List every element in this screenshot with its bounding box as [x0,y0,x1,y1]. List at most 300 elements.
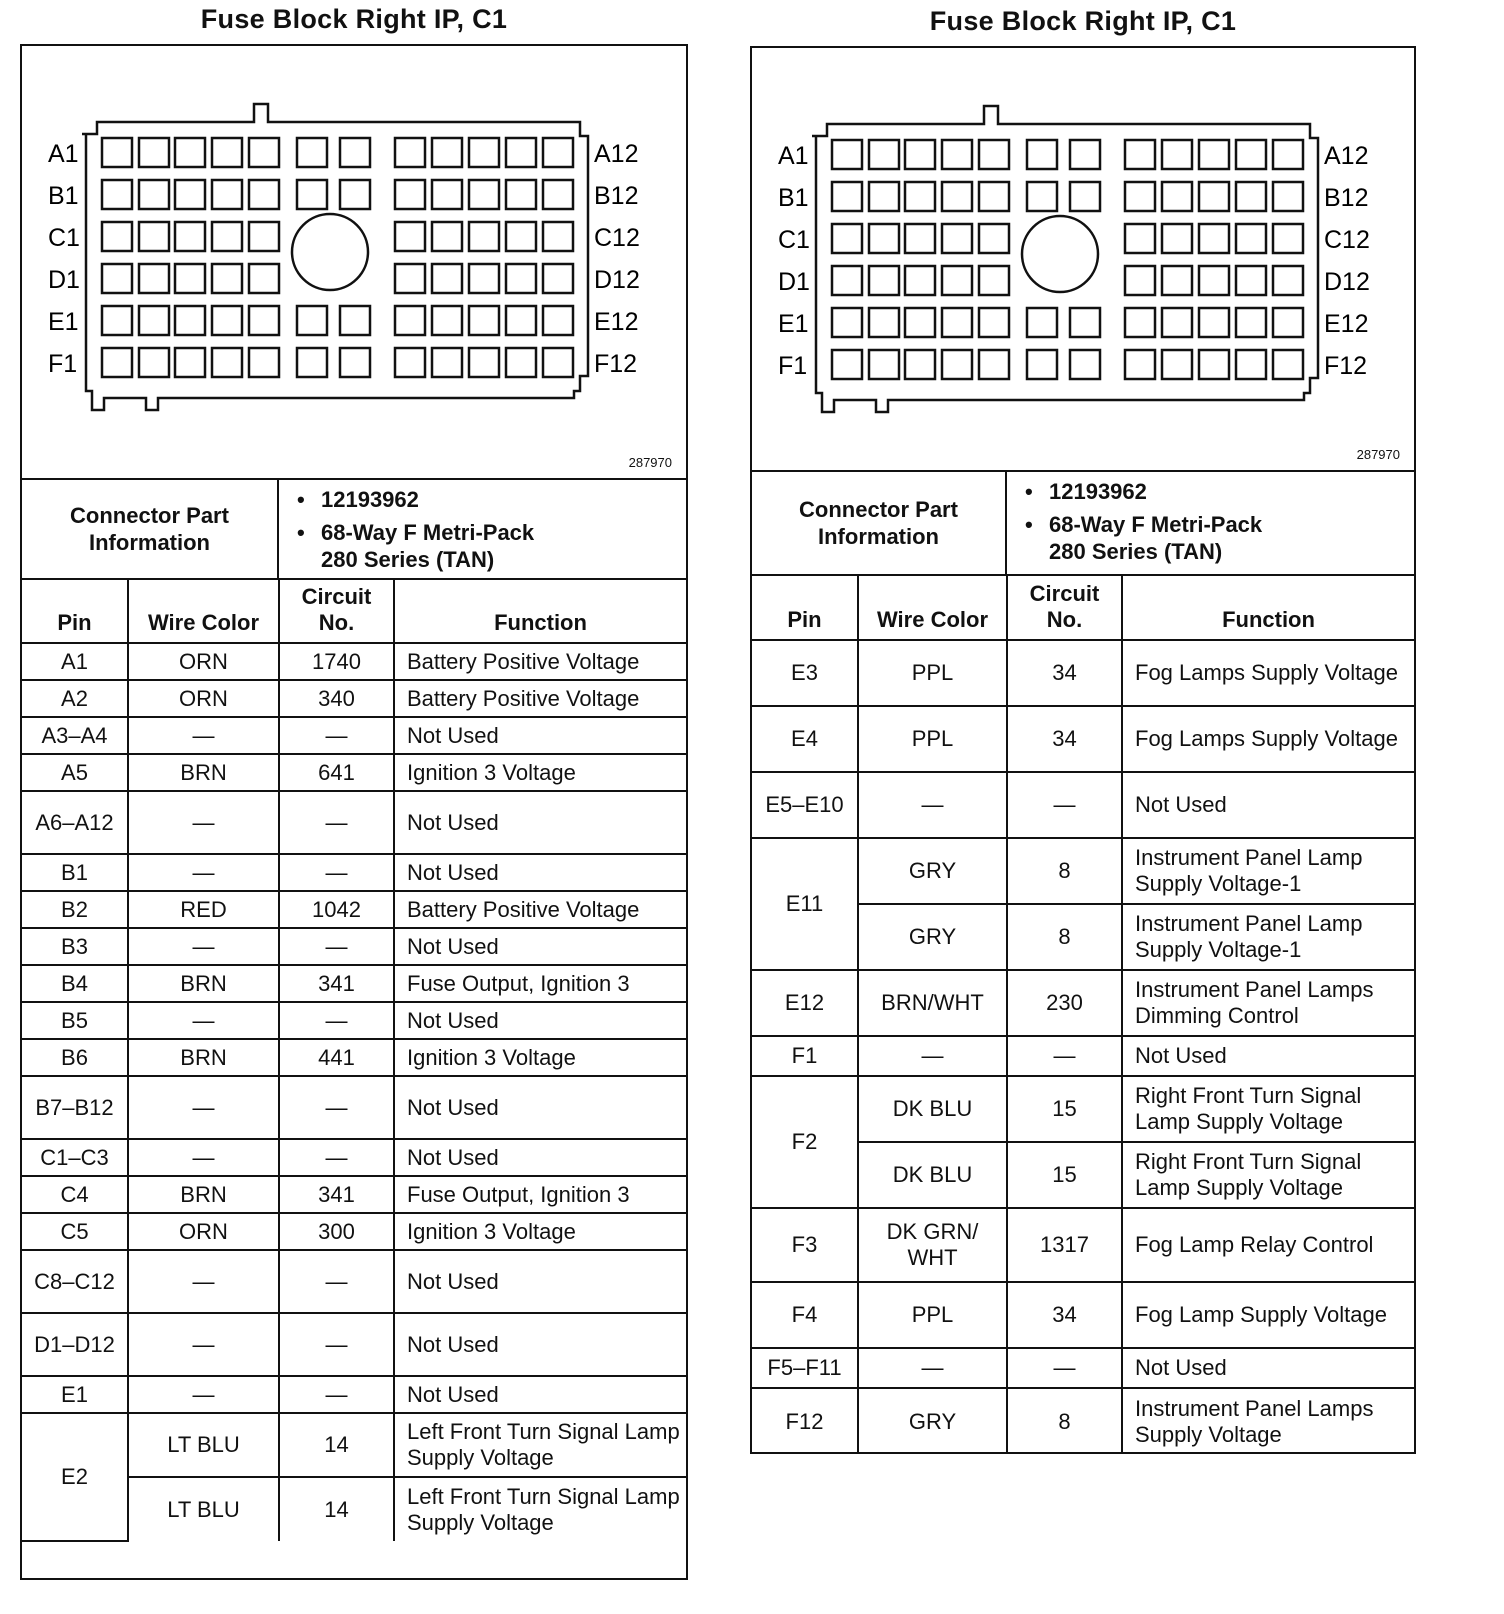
row-label-left: F1 [48,350,78,378]
pin-cell: E12 [752,970,858,1036]
circuit-header: Circuit No. [1007,576,1122,640]
row-label-left: A1 [778,142,809,170]
pin-cavity [340,306,370,335]
pin-cavity [432,180,462,209]
function-cell: Not Used [394,928,686,965]
connector-face-drawing [22,46,685,478]
function-cell: Battery Positive Voltage [394,680,686,717]
table-row [22,1039,686,1076]
pin-cavity [297,180,327,209]
row-label-right: F12 [594,350,638,378]
wire-color-cell: DK BLU [858,1142,1007,1208]
pin-cavity [1070,350,1100,379]
pin-cavity [1027,182,1057,211]
circuit-cell: 8 [1007,838,1122,904]
table-row [752,706,1414,772]
pin-cavity [469,306,499,335]
pin-cavity [1125,350,1155,379]
connector-part-list [279,480,686,578]
pin-cavity [506,264,536,293]
table-row [752,640,1414,706]
pin-cavity [1273,224,1303,253]
pin-cavity [249,180,279,209]
pin-cell: C5 [22,1213,128,1250]
connector-outline [82,104,588,410]
pin-cavity [102,138,132,167]
function-cell: Not Used [394,1002,686,1039]
row-label-right: A12 [1324,142,1369,170]
function-cell: Ignition 3 Voltage [394,754,686,791]
connector-card [20,44,688,1580]
circuit-cell: — [1007,1036,1122,1076]
pin-cavity [832,140,862,169]
pin-cavity [1273,182,1303,211]
circuit-cell: 441 [279,1039,394,1076]
pin-cavity [139,348,169,377]
function-cell: Ignition 3 Voltage [394,1039,686,1076]
pin-cavity [212,264,242,293]
pin-cavity [979,224,1009,253]
circuit-cell: 1042 [279,891,394,928]
function-header: Function [1122,576,1414,640]
pin-cavity [1125,224,1155,253]
wire-color-cell: GRY [858,904,1007,970]
pin-cavity [102,348,132,377]
wire-color-cell: BRN/WHT [858,970,1007,1036]
pin-cavity [942,224,972,253]
pin-cavity [175,306,205,335]
pin-cell: B4 [22,965,128,1002]
pin-cell: A1 [22,643,128,680]
table-row [22,1413,686,1477]
pin-cavity [395,180,425,209]
pin-cavity [102,264,132,293]
table-row [22,1139,686,1176]
pin-cavity [1273,308,1303,337]
circuit-cell: — [279,1250,394,1313]
pin-cavity [506,348,536,377]
pin-cell: B2 [22,891,128,928]
pin-cavity [905,350,935,379]
wire-color-cell: PPL [858,706,1007,772]
panel-title: Fuse Block Right IP, C1 [929,6,1237,36]
pin-cavity [432,348,462,377]
circuit-cell: — [279,791,394,854]
pin-cell: A6–A12 [22,791,128,854]
pin-cavity [979,350,1009,379]
function-cell: Instrument Panel Lamps Dimming Control [1122,970,1414,1036]
pin-cavity [1236,182,1266,211]
pin-cell: F12 [752,1388,858,1454]
circuit-cell: 340 [279,680,394,717]
function-cell: Battery Positive Voltage [394,643,686,680]
function-cell: Not Used [394,717,686,754]
part-number: • 12193962 [1025,479,1147,504]
pin-cavity [979,182,1009,211]
pin-cell: E5–E10 [752,772,858,838]
function-cell: Not Used [394,1076,686,1139]
pin-cell: F4 [752,1282,858,1348]
pin-cavity [139,306,169,335]
pin-cavity [832,350,862,379]
circuit-cell: — [279,717,394,754]
pin-cavity [942,182,972,211]
pin-cavity [543,348,573,377]
pin-cavity [1199,266,1229,295]
pin-cavity [102,306,132,335]
connector-outline [812,106,1318,412]
pin-cavity [432,306,462,335]
wire-color-cell: ORN [128,643,279,680]
connector-part-label: Connector Part Information [22,480,279,578]
wire-color-cell: — [858,772,1007,838]
table-row [22,1313,686,1376]
function-cell: Not Used [394,1313,686,1376]
pin-cavity [1199,182,1229,211]
pin-cell: B7–B12 [22,1076,128,1139]
table-row [752,1036,1414,1076]
pin-cavity [1070,308,1100,337]
wire-color-cell: — [128,1002,279,1039]
pin-cavity [175,138,205,167]
circuit-cell: 34 [1007,706,1122,772]
circuit-cell: 34 [1007,640,1122,706]
row-label-right: A12 [594,140,639,168]
function-header: Function [394,580,686,643]
wire-color-cell: — [858,1348,1007,1388]
table-row [22,965,686,1002]
table-row [752,1076,1414,1142]
pin-cavity [942,140,972,169]
pin-cell: F1 [752,1036,858,1076]
function-cell: Not Used [394,1250,686,1313]
pin-cavity [543,264,573,293]
row-label-left: E1 [48,308,79,336]
pin-cavity [297,306,327,335]
pin-cavity [102,222,132,251]
row-label-left: D1 [48,266,80,294]
circuit-cell: 1317 [1007,1208,1122,1282]
pin-cavity [506,180,536,209]
pin-cavity [832,308,862,337]
circuit-cell: — [279,854,394,891]
wire-color-cell: DK BLU [858,1076,1007,1142]
circuit-cell: 341 [279,1176,394,1213]
table-row [22,1002,686,1039]
row-label-right: E12 [1324,310,1369,338]
wire-color-cell: BRN [128,754,279,791]
row-label-right: D12 [594,266,640,294]
wire-color-cell: — [858,1036,1007,1076]
circuit-cell: — [279,1076,394,1139]
connector-part-info [22,480,686,580]
table-row [22,754,686,791]
table-row [752,1282,1414,1348]
function-cell: Not Used [1122,1348,1414,1388]
wire-color-header: Wire Color [128,580,279,643]
part-series: 280 Series (TAN) [1049,539,1223,564]
pin-cavity [1070,140,1100,169]
pin-cavity [942,308,972,337]
circuit-header: Circuit No. [279,580,394,643]
connector-part-list [1007,472,1414,574]
pin-cavity [869,224,899,253]
connector-part-info [752,472,1414,576]
pin-cavity [1273,140,1303,169]
wire-color-cell: BRN [128,965,279,1002]
wire-color-cell: ORN [128,1213,279,1250]
row-label-left: C1 [778,226,810,254]
row-label-right: E12 [594,308,639,336]
table-row [22,1213,686,1250]
circuit-cell: 641 [279,754,394,791]
pin-cavity [1236,224,1266,253]
wire-color-cell: PPL [858,640,1007,706]
pin-cavity [1027,308,1057,337]
connector-diagram [22,46,686,480]
pin-cavity [297,138,327,167]
pin-cavity [432,222,462,251]
row-label-left: D1 [778,268,810,296]
function-cell: Not Used [394,791,686,854]
pin-cavity [1125,182,1155,211]
wire-color-cell: — [128,1376,279,1413]
pin-cavity [102,180,132,209]
table-row [22,1076,686,1139]
pin-cavity [1199,224,1229,253]
wire-color-cell: RED [128,891,279,928]
pin-cavity [175,222,205,251]
circuit-cell: 14 [279,1477,394,1541]
pin-cavity [869,350,899,379]
pin-cavity [469,264,499,293]
function-cell: Fog Lamps Supply Voltage [1122,706,1414,772]
pin-cavity [832,182,862,211]
circuit-cell: 14 [279,1413,394,1477]
table-row [22,680,686,717]
table-row [22,717,686,754]
pin-cavity [139,222,169,251]
part-type: • 68-Way F Metri-Pack [297,520,535,545]
pin-cell: A3–A4 [22,717,128,754]
pin-cavity [1273,266,1303,295]
row-label-right: C12 [1324,226,1370,254]
pin-cell: F3 [752,1208,858,1282]
function-cell: Not Used [394,1376,686,1413]
pin-cavity [1236,350,1266,379]
connector-card [750,46,1416,1454]
table-row [22,928,686,965]
pin-cavity [869,266,899,295]
pin-cavity [212,180,242,209]
connector-diagram [752,48,1414,472]
pin-cavity [543,180,573,209]
pin-cavity [212,138,242,167]
pin-cavity [139,264,169,293]
circuit-cell: — [279,928,394,965]
row-label-left: E1 [778,310,809,338]
function-cell: Ignition 3 Voltage [394,1213,686,1250]
circuit-cell: 15 [1007,1142,1122,1208]
pin-cell: D1–D12 [22,1313,128,1376]
wire-color-cell: — [128,1076,279,1139]
table-row [22,643,686,680]
table-row [752,772,1414,838]
row-label-left: B1 [778,184,809,212]
pin-cavity [175,180,205,209]
function-cell: Fog Lamps Supply Voltage [1122,640,1414,706]
pin-cell: C8–C12 [22,1250,128,1313]
circuit-cell: 8 [1007,904,1122,970]
pin-header: Pin [22,580,128,643]
pin-cavity [1162,224,1192,253]
pin-cavity [249,306,279,335]
key-hole [292,214,368,290]
row-label-left: F1 [778,352,808,380]
pin-cell: F5–F11 [752,1348,858,1388]
pin-cavity [469,348,499,377]
table-row [752,1208,1414,1282]
table-row [22,1376,686,1413]
pin-cavity [249,264,279,293]
table-row [22,1250,686,1313]
pin-cavity [832,266,862,295]
pin-cavity [979,140,1009,169]
row-label-left: A1 [48,140,79,168]
wire-color-cell: GRY [858,1388,1007,1454]
function-cell: Not Used [1122,772,1414,838]
part-series: 280 Series (TAN) [321,547,495,572]
pin-cavity [139,180,169,209]
pin-cavity [942,350,972,379]
pin-cavity [832,224,862,253]
pin-cavity [1199,350,1229,379]
wire-color-cell: BRN [128,1176,279,1213]
pin-cavity [905,224,935,253]
pin-cell: B6 [22,1039,128,1076]
figure-number: 287970 [1356,447,1400,462]
row-label-right: B12 [594,182,639,210]
pin-cavity [979,266,1009,295]
key-hole [1022,216,1098,292]
pin-cavity [1273,350,1303,379]
pin-cavity [175,264,205,293]
wire-color-cell: — [128,928,279,965]
wire-color-cell: PPL [858,1282,1007,1348]
wire-color-cell: DK GRN/ WHT [858,1208,1007,1282]
function-cell: Right Front Turn Signal Lamp Supply Voltage [1122,1142,1414,1208]
part-type: • 68-Way F Metri-Pack [1025,512,1263,537]
pin-cavity [395,138,425,167]
table-row [752,1348,1414,1388]
pin-cavity [1199,140,1229,169]
pin-cavity [175,348,205,377]
pin-cavity [212,348,242,377]
pin-cavity [543,138,573,167]
pin-cell: E3 [752,640,858,706]
table-row [752,838,1414,904]
wire-color-cell: BRN [128,1039,279,1076]
function-cell: Instrument Panel Lamp Supply Voltage-1 [1122,838,1414,904]
pin-cell: C1–C3 [22,1139,128,1176]
function-cell: Fog Lamp Relay Control [1122,1208,1414,1282]
pin-cavity [1162,182,1192,211]
pin-cavity [905,308,935,337]
pin-cell: E11 [752,838,858,970]
function-cell: Battery Positive Voltage [394,891,686,928]
pin-cell: E4 [752,706,858,772]
pin-cavity [905,182,935,211]
wire-color-cell: — [128,854,279,891]
function-cell: Instrument Panel Lamp Supply Voltage-1 [1122,904,1414,970]
row-label-right: C12 [594,224,640,252]
pin-cavity [469,138,499,167]
pin-cell: C4 [22,1176,128,1213]
pin-cavity [297,348,327,377]
pin-cavity [1236,308,1266,337]
pin-cavity [1236,266,1266,295]
circuit-cell: — [279,1002,394,1039]
pin-cavity [395,306,425,335]
table-row [22,1176,686,1213]
row-label-right: F12 [1324,352,1368,380]
pin-cavity [432,264,462,293]
pin-cell: A2 [22,680,128,717]
circuit-cell: — [279,1313,394,1376]
function-cell: Left Front Turn Signal Lamp Supply Voltage [394,1477,686,1541]
pin-cavity [942,266,972,295]
pin-cell: A5 [22,754,128,791]
pin-cavity [212,306,242,335]
figure-number: 287970 [628,455,672,470]
pin-cell: E1 [22,1376,128,1413]
pin-cavity [905,266,935,295]
pin-cavity [1027,140,1057,169]
panel-title: Fuse Block Right IP, C1 [200,4,508,34]
circuit-cell: 230 [1007,970,1122,1036]
pin-cavity [1162,350,1192,379]
pin-cavity [869,140,899,169]
wire-color-cell: LT BLU [128,1477,279,1541]
pin-cavity [340,180,370,209]
circuit-cell: 34 [1007,1282,1122,1348]
pin-cavity [979,308,1009,337]
circuit-cell: — [1007,772,1122,838]
table-row [752,1388,1414,1454]
wire-color-cell: — [128,717,279,754]
connector-face-drawing [752,48,1413,470]
pin-cavity [139,138,169,167]
pin-cavity [506,306,536,335]
pin-cell: E2 [22,1413,128,1541]
wire-color-header: Wire Color [858,576,1007,640]
pin-cavity [1162,140,1192,169]
table-row [22,891,686,928]
pin-cavity [1125,266,1155,295]
wire-color-cell: LT BLU [128,1413,279,1477]
row-label-right: B12 [1324,184,1369,212]
pin-cavity [340,348,370,377]
pin-cell: B3 [22,928,128,965]
pin-cavity [249,222,279,251]
circuit-cell: 15 [1007,1076,1122,1142]
function-cell: Instrument Panel Lamps Supply Voltage [1122,1388,1414,1454]
wire-color-cell: — [128,1250,279,1313]
function-cell: Not Used [394,854,686,891]
pin-cavity [469,222,499,251]
table-row [22,854,686,891]
pin-cavity [432,138,462,167]
